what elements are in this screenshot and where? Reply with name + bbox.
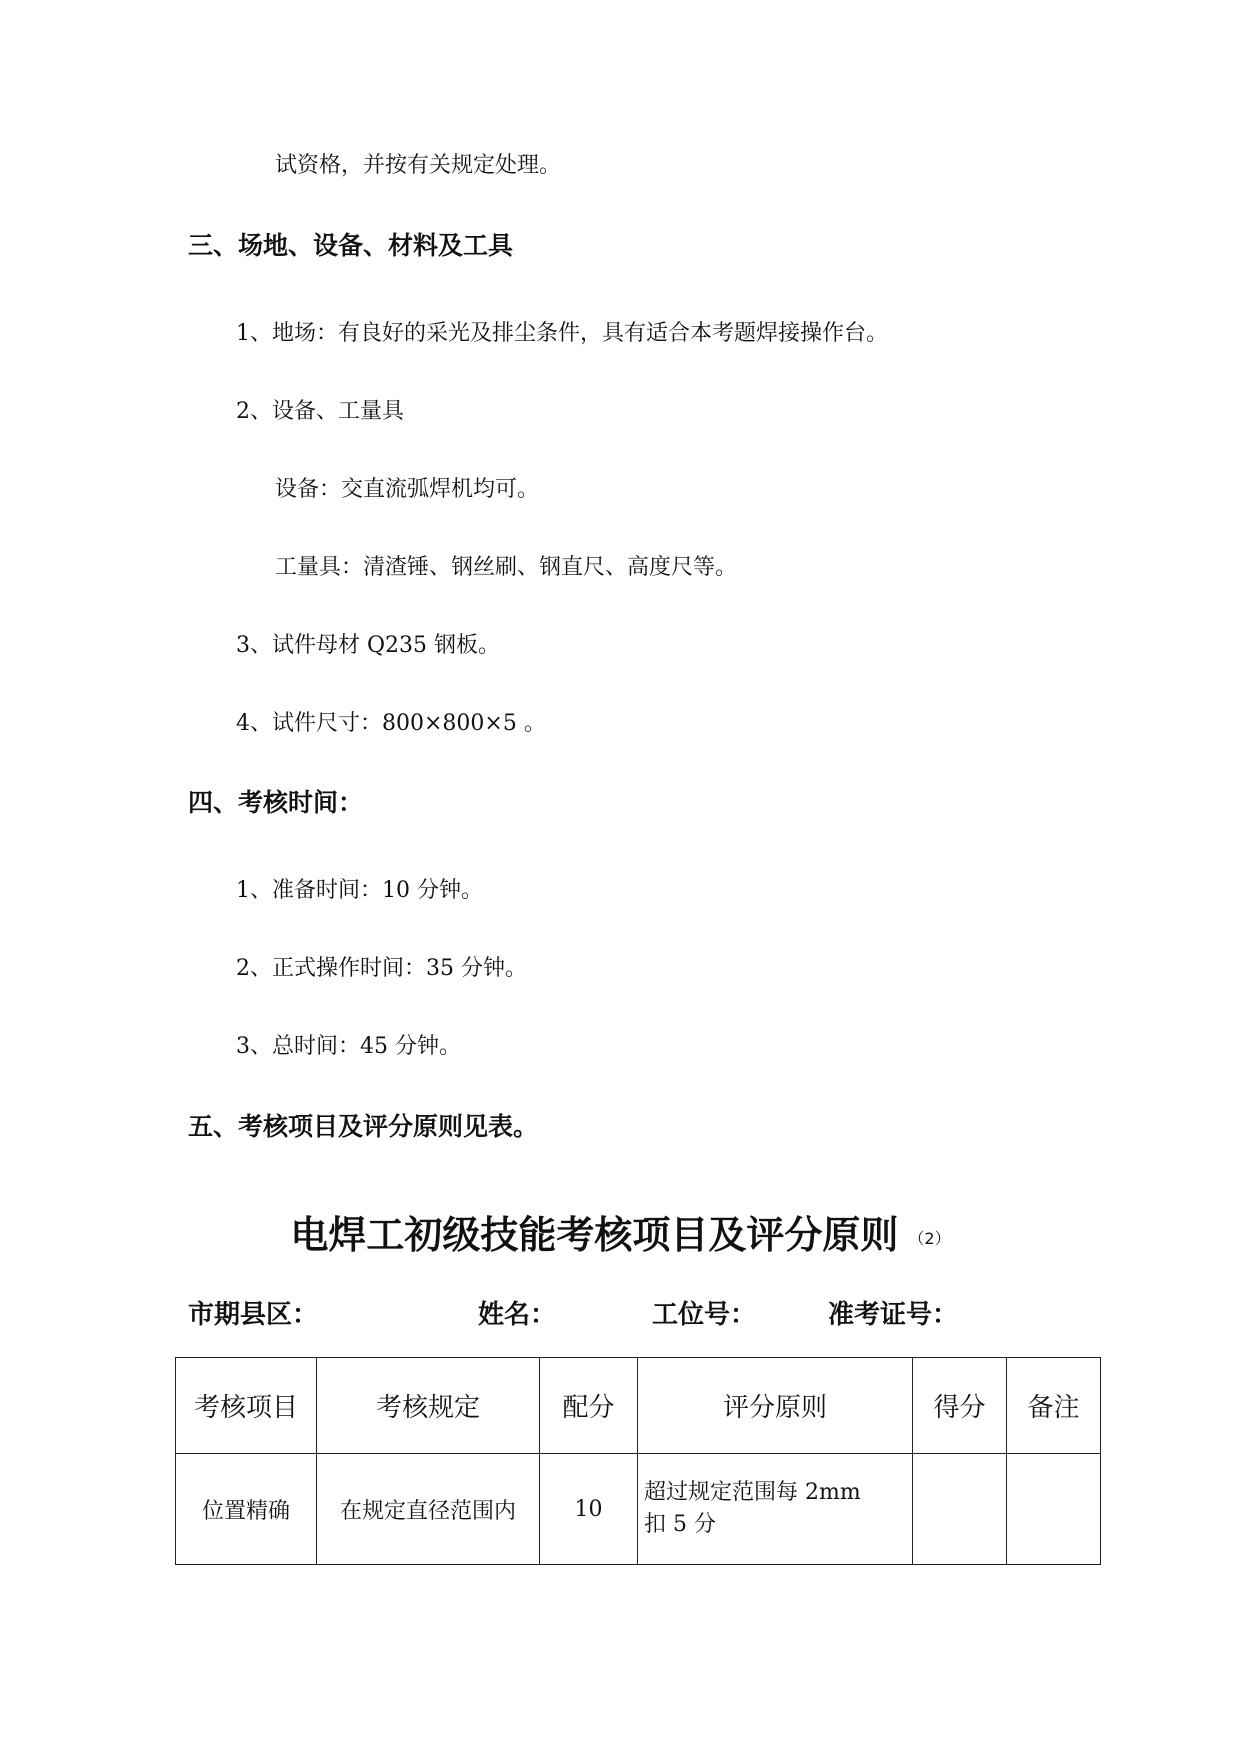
table-row (176, 1454, 1101, 1565)
header-item: 考核项目 (176, 1358, 317, 1454)
table-header-row (176, 1358, 1101, 1454)
cell-score[interactable] (913, 1454, 1007, 1565)
item-3-3: 3、试件母材 Q235 钢板。 (236, 633, 501, 658)
header-remark: 备注 (1007, 1358, 1101, 1454)
item-3-4: 4、试件尺寸：800×800×5 。 (236, 711, 546, 736)
name-label: 姓名： (478, 1300, 557, 1330)
header-points: 配分 (540, 1358, 638, 1454)
header-criteria: 评分原则 (638, 1358, 913, 1454)
criteria-line-1: 超过规定范围每 2mm (644, 1480, 861, 1505)
cell-item: 位置精确 (176, 1454, 317, 1565)
paragraph-continuation: 试资格，并按有关规定处理。 (275, 153, 562, 178)
item-3-2: 2、设备、工量具 (236, 399, 404, 424)
item-4-3: 3、总时间：45 分钟。 (236, 1034, 461, 1059)
item-3-1: 1、地场：有良好的采光及排尘条件，具有适合本考题焊接操作台。 (236, 321, 888, 346)
item-3-2-equipment: 设备：交直流弧焊机均可。 (275, 477, 540, 502)
table-title-suffix: （2） (908, 1229, 951, 1248)
item-3-2-tools: 工量具：清渣锤、钢丝刷、钢直尺、高度尺等。 (275, 555, 738, 580)
section-heading-3: 三、场地、设备、材料及工具 (188, 231, 514, 260)
item-4-1: 1、准备时间：10 分钟。 (236, 878, 483, 903)
cell-remark[interactable] (1007, 1454, 1101, 1565)
station-label: 工位号： (652, 1300, 757, 1330)
cell-points: 10 (540, 1454, 638, 1565)
table-title (0, 1210, 1241, 1264)
cell-criteria (638, 1454, 913, 1565)
score-table (175, 1357, 1101, 1565)
exam-id-label: 准考证号： (828, 1300, 959, 1330)
cell-rule: 在规定直径范围内 (317, 1454, 540, 1565)
section-heading-5: 五、考核项目及评分原则见表。 (188, 1112, 539, 1141)
item-4-2: 2、正式操作时间：35 分钟。 (236, 956, 527, 981)
criteria-line-2: 扣 5 分 (644, 1512, 716, 1537)
region-label: 市期县区： (188, 1300, 319, 1330)
header-score: 得分 (913, 1358, 1007, 1454)
section-heading-4: 四、考核时间： (188, 788, 364, 817)
header-rule: 考核规定 (317, 1358, 540, 1454)
table-title-main: 电焊工初级技能考核项目及评分原则 (290, 1213, 899, 1257)
